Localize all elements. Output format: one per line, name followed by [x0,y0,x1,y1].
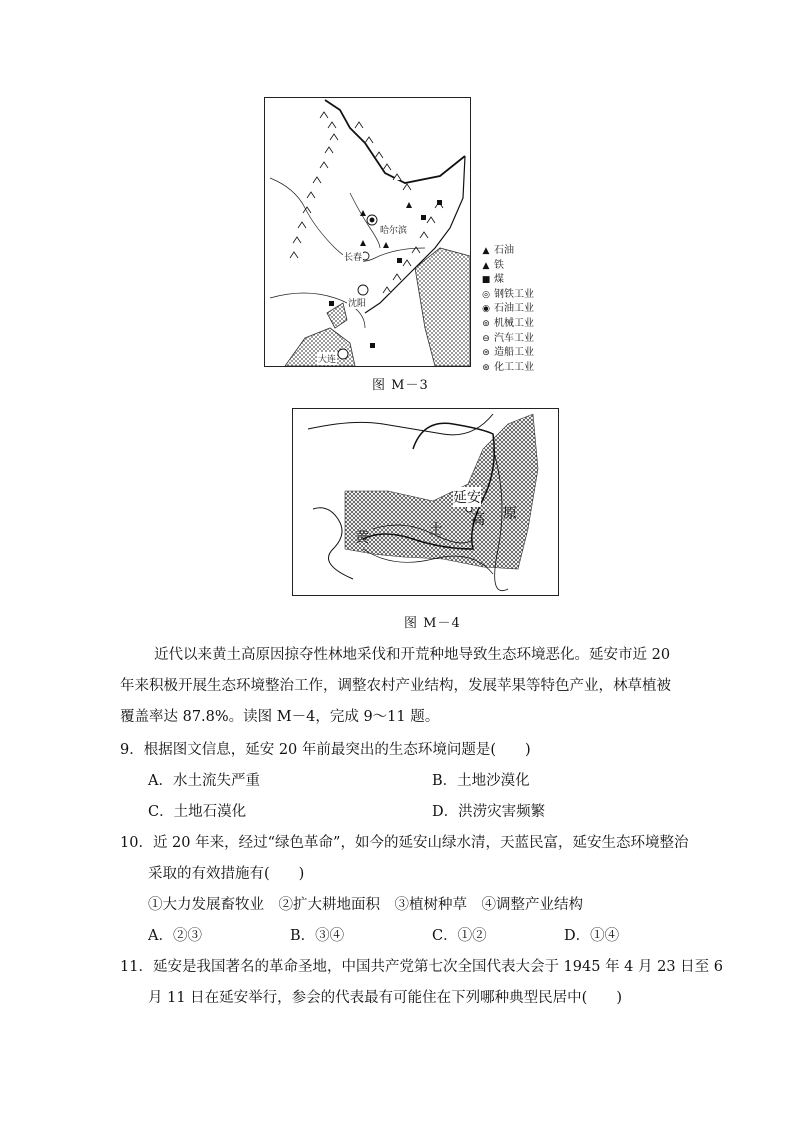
city-label-changchun: 长春 [343,250,363,263]
question-11-stem-line1: 11．延安是我国著名的革命圣地，中国共产党第七次全国代表大会于 1945 年 4 月 23 日至 6 [120,959,724,975]
legend-item: ▲ 石油 [480,244,534,259]
northeast-map-drawing [265,98,470,366]
figure-caption-m3: 图 M－3 [372,378,429,393]
region-char-2: 土 [429,522,443,538]
question-10-option-b[interactable]: B．③④ [290,928,345,944]
legend-item: ◎ 钢铁工业 [480,288,534,303]
legend-item: ◉ 石油工业 [480,302,534,317]
question-11-stem-line2: 月 11 日在延安举行，参会的代表最有可能住在下列哪种典型民居中( ) [148,990,622,1006]
question-10-statements: ①大力发展畜牧业 ②扩大耕地面积 ③植树种草 ④调整产业结构 [148,897,583,913]
loess-plateau-map-drawing [293,409,558,595]
coal-icon: ■ [481,275,491,286]
city-label-dalian: 大连 [317,352,337,365]
legend-item: ▲ 铁 [480,259,534,274]
chemical-industry-icon: ⊛ [482,362,490,373]
city-label-shenyang: 沈阳 [347,296,367,309]
map-legend [480,244,534,375]
legend-item: ⊖ 汽车工业 [480,332,534,347]
shipbuilding-industry-icon: ⊜ [482,348,490,359]
question-10-stem-line1: 10．近 20 年来，经过“绿色革命”，如今的延安山绿水清，天蓝民富，延安生态环境整治 [120,835,689,851]
legend-item: ⊛ 化工工业 [480,361,534,376]
figure-caption-m4: 图 M－4 [404,616,461,631]
question-10-option-d[interactable]: D．①④ [564,928,620,944]
petroleum-industry-icon: ◉ [482,304,490,315]
legend-item: ⊚ 机械工业 [480,317,534,332]
northeast-map [264,97,471,367]
machinery-industry-icon: ⊚ [482,318,490,329]
intro-paragraph: 近代以来黄土高原因掠夺性林地采伐和开荒种地导致生态环境恶化。延安市近 20 年来积极开展生态环境整治工作，调整农村产业结构，发展苹果等特色产业，林草植被覆盖率达 87.8%。读图 M－4，完成 9～11 题。 [120,647,671,725]
iron-icon: ▲ [482,260,490,271]
region-char-4: 原 [503,506,517,522]
city-label-yanan: 延安 [453,487,481,507]
loess-plateau-map [292,408,559,596]
region-char-1: 黄 [355,530,369,546]
question-9-stem: 9．根据图文信息，延安 20 年前最突出的生态环境问题是( ) [120,742,531,758]
oil-icon: ▲ [482,246,490,256]
question-10-option-c[interactable]: C．①② [432,928,487,944]
steel-industry-icon: ◎ [482,289,490,300]
question-9-option-c[interactable]: C．土地石漠化 [148,804,247,820]
auto-industry-icon: ⊖ [482,333,490,344]
question-9-option-a[interactable]: A．水土流失严重 [148,773,260,789]
city-label-harbin: 哈尔滨 [379,223,408,236]
region-char-3: 高 [471,512,485,528]
legend-item: ⊜ 造船工业 [480,346,534,361]
question-10-stem-line2: 采取的有效措施有( ) [148,866,305,882]
question-10-option-a[interactable]: A．②③ [148,928,202,944]
question-9-option-d[interactable]: D．洪涝灾害频繁 [432,804,546,820]
legend-item: ■ 煤 [480,273,534,288]
question-9-option-b[interactable]: B．土地沙漠化 [432,773,530,789]
